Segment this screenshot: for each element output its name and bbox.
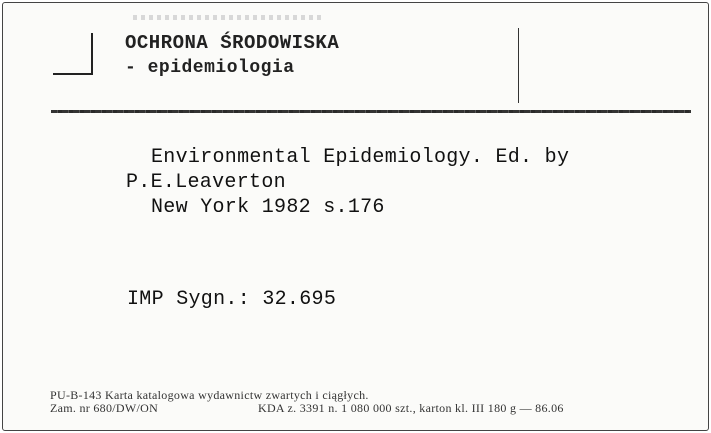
subject-heading: OCHRONA ŚRODOWISKA — [125, 32, 340, 54]
subject-subheading: - epidemiologia — [125, 58, 295, 78]
footer-form-label: PU-B-143 Karta katalogowa wydawnictw zwartych i ciągłych. — [50, 388, 369, 402]
faint-stamp-mark — [133, 15, 323, 20]
catalog-card — [2, 2, 709, 431]
corner-bracket-horizontal — [53, 73, 93, 75]
entry-editor-line: P.E.Leaverton — [126, 171, 286, 194]
corner-bracket-vertical — [91, 33, 93, 75]
footer-order-number: Zam. nr 680/DW/ON — [50, 401, 159, 415]
entry-title-line: Environmental Epidemiology. Ed. by — [151, 146, 570, 169]
subject-divider-line — [518, 28, 519, 103]
footer-print-info: KDA z. 3391 n. 1 080 000 szt., karton kl. III 180 g — 86.06 — [258, 401, 564, 415]
entry-call-number: IMP Sygn.: 32.695 — [127, 288, 337, 311]
separator-rule — [51, 110, 691, 113]
entry-imprint-line: New York 1982 s.176 — [151, 196, 385, 219]
